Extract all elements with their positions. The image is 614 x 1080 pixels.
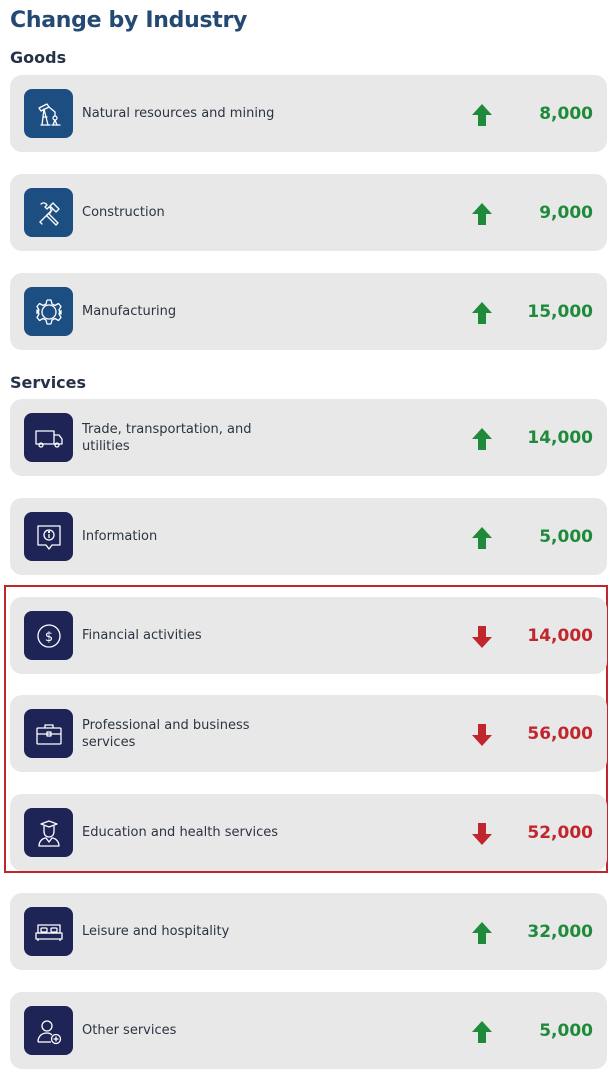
industry-value: 32,000 xyxy=(527,921,593,942)
industry-card-leisure-hospitality xyxy=(10,893,607,970)
oil-rig-icon xyxy=(24,89,73,138)
industry-label: Information xyxy=(82,529,158,544)
industry-value: 52,000 xyxy=(527,822,593,843)
industry-label: Professional and business services xyxy=(82,717,250,750)
section-heading-services: Services xyxy=(10,373,87,392)
section-heading-goods: Goods xyxy=(10,48,67,67)
bed-icon xyxy=(24,907,73,956)
arrow-up-icon xyxy=(472,1021,492,1043)
arrow-up-icon xyxy=(472,922,492,944)
person-plus-icon xyxy=(24,1006,73,1055)
arrow-down-icon xyxy=(472,823,492,845)
svg-text:$: $ xyxy=(44,629,53,645)
industry-label: Financial activities xyxy=(82,628,202,643)
gear-icon xyxy=(24,287,73,336)
industry-card-trade-transportation xyxy=(10,399,607,476)
industry-value: 5,000 xyxy=(539,1020,593,1041)
arrow-up-icon xyxy=(472,302,492,324)
industry-card-manufacturing xyxy=(10,273,607,350)
arrow-up-icon xyxy=(472,527,492,549)
industry-card-education-health xyxy=(10,794,607,871)
dollar-icon xyxy=(24,611,73,660)
industry-label: Leisure and hospitality xyxy=(82,924,230,939)
industry-label: Construction xyxy=(82,205,165,220)
page-title: Change by Industry xyxy=(10,8,248,33)
industry-card-professional-business xyxy=(10,695,607,772)
industry-value: 15,000 xyxy=(527,301,593,322)
arrow-up-icon xyxy=(472,104,492,126)
industry-card-information xyxy=(10,498,607,575)
truck-icon xyxy=(24,413,73,462)
info-icon xyxy=(24,512,73,561)
industry-card-natural-resources xyxy=(10,75,607,152)
industry-label: Education and health services xyxy=(82,825,279,840)
industry-label: Other services xyxy=(82,1023,177,1038)
arrow-down-icon xyxy=(472,724,492,746)
industry-value: 14,000 xyxy=(527,427,593,448)
industry-label: Natural resources and mining xyxy=(82,106,275,121)
industry-card-financial-activities xyxy=(10,597,607,674)
arrow-up-icon xyxy=(472,428,492,450)
arrow-up-icon xyxy=(472,203,492,225)
industry-value: 56,000 xyxy=(527,723,593,744)
briefcase-icon xyxy=(24,709,73,758)
industry-value: 5,000 xyxy=(539,526,593,547)
tools-icon xyxy=(24,188,73,237)
industry-card-other-services xyxy=(10,992,607,1069)
industry-value: 9,000 xyxy=(539,202,593,223)
industry-value: 14,000 xyxy=(527,625,593,646)
industry-value: 8,000 xyxy=(539,103,593,124)
arrow-down-icon xyxy=(472,626,492,648)
industry-card-construction xyxy=(10,174,607,251)
graduate-icon xyxy=(24,808,73,857)
industry-label: Manufacturing xyxy=(82,304,177,319)
industry-label: Trade, transportation, and utilities xyxy=(82,421,252,454)
